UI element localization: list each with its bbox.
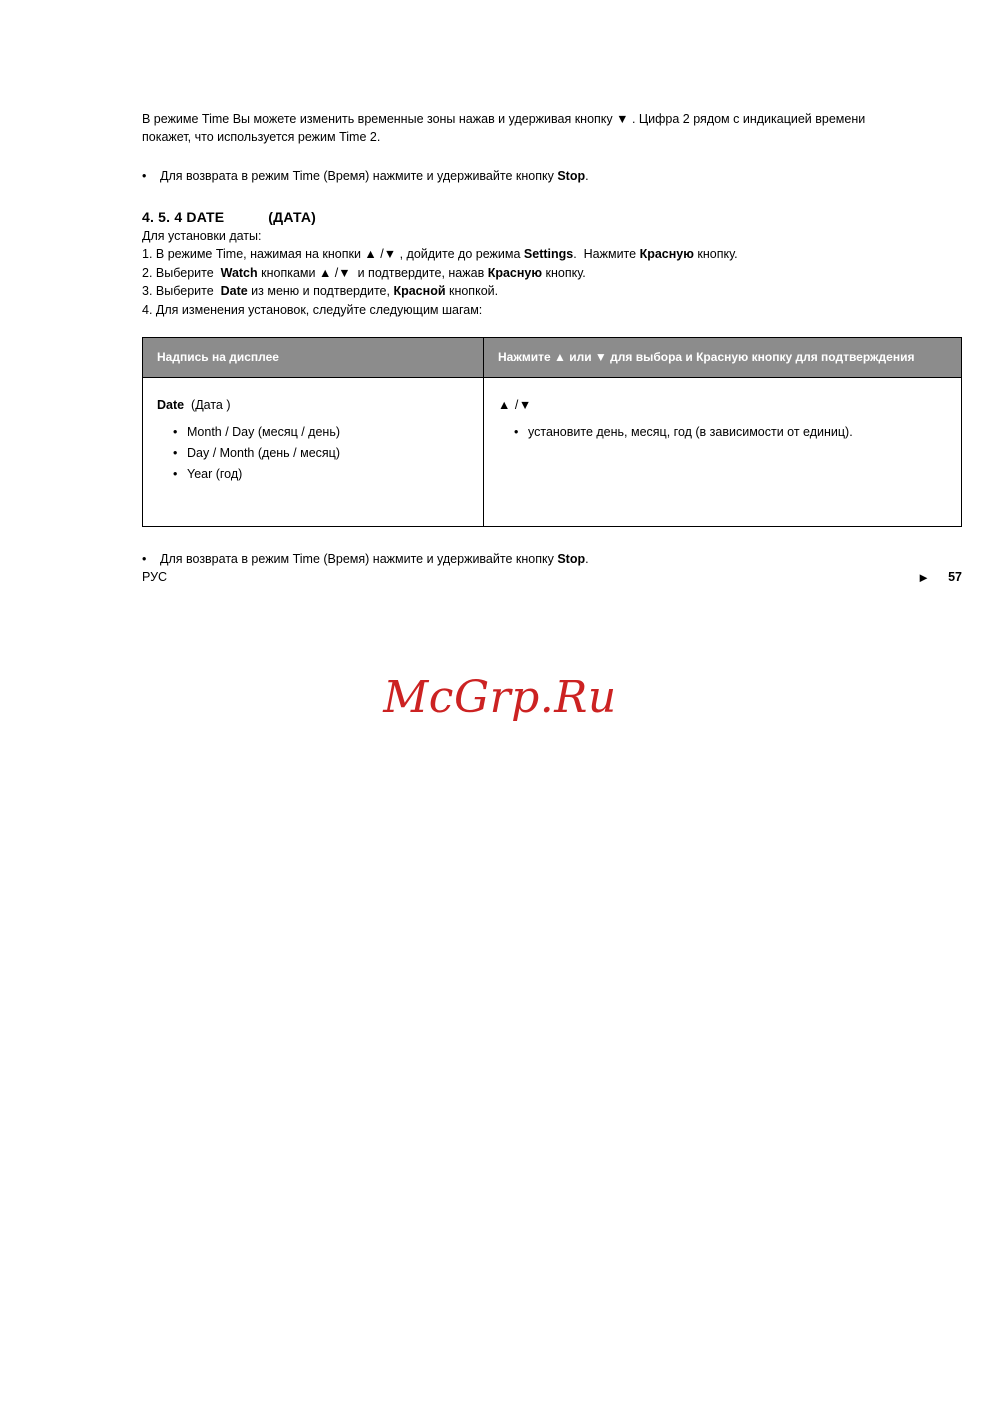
table-header-row	[143, 338, 962, 378]
section-subtitle: Для установки даты:	[142, 229, 262, 243]
section-translation: (ДАТА)	[268, 209, 316, 225]
bullet-return-to-time-top	[142, 168, 962, 185]
bullet-text-after: .	[585, 169, 589, 183]
bullet-dot-icon: •	[142, 552, 147, 566]
footer-language: РУС	[142, 570, 168, 584]
bullet-bold-stop: Stop	[557, 552, 586, 566]
watermark: McGrp.Ru	[383, 672, 617, 723]
cell-title-bold: Date	[157, 398, 185, 412]
bullet-dot-icon: •	[142, 169, 147, 183]
bullet-text-before: Для возврата в режим Time (Время) нажмите и удерживайте кнопку	[160, 169, 558, 183]
cell-option-list	[157, 422, 473, 485]
step-item: 4. Для изменения установок, следуйте следующим шагам:	[142, 302, 483, 317]
settings-table	[142, 337, 962, 527]
section-title: DATE	[186, 209, 225, 225]
bullet-text-before: Для возврата в режим Time (Время) нажмите и удерживайте кнопку	[160, 552, 558, 566]
step-item: 2. Выберите Watch кнопками ▲ /▼ и подтвердите, нажав Красную кнопку.	[142, 265, 586, 280]
bullet-bold-stop: Stop	[557, 169, 586, 183]
cell-instruction-list	[498, 422, 951, 443]
page-content	[142, 110, 962, 568]
page-number: 57	[948, 570, 962, 584]
table-cell-instruction	[484, 378, 962, 527]
table-cell-display	[143, 378, 484, 527]
bullet-text-after: .	[585, 552, 589, 566]
section-number: 4. 5. 4	[142, 209, 183, 225]
list-item: • Day / Month (день / месяц)	[173, 443, 473, 464]
table-header-display-label: Надпись на дисплее	[143, 338, 484, 378]
list-item: • Year (год)	[173, 464, 473, 485]
step-item: 1. В режиме Time, нажимая на кнопки ▲ /▼ , дойдите до режима Settings. Нажмите Красную кнопку.	[142, 247, 738, 261]
cell-title-translation: (Дата )	[191, 398, 231, 412]
table-header-instruction: Нажмите ▲ или ▼ для выбора и Красную кнопку для подтверждения	[484, 338, 962, 378]
bullet-return-to-time-bottom	[142, 551, 962, 568]
steps-list	[142, 245, 962, 319]
list-item: • Month / Day (месяц / день)	[173, 422, 473, 443]
list-item: • установите день, месяц, год (в зависимости от единиц).	[514, 422, 951, 443]
intro-paragraph: В режиме Time Вы можете изменить временные зоны нажав и удерживая кнопку ▼ . Цифра 2 рядом с индикацией времени покажет, что используется режим Time 2.	[142, 112, 866, 144]
step-item: 3. Выберите Date из меню и подтвердите, Красной кнопкой.	[142, 284, 499, 298]
cell-title	[157, 396, 473, 415]
table-row	[143, 378, 962, 527]
section-heading	[142, 209, 962, 225]
arrow-right-icon: ►	[917, 570, 930, 585]
arrow-keys-label: ▲ /▼	[498, 398, 532, 412]
